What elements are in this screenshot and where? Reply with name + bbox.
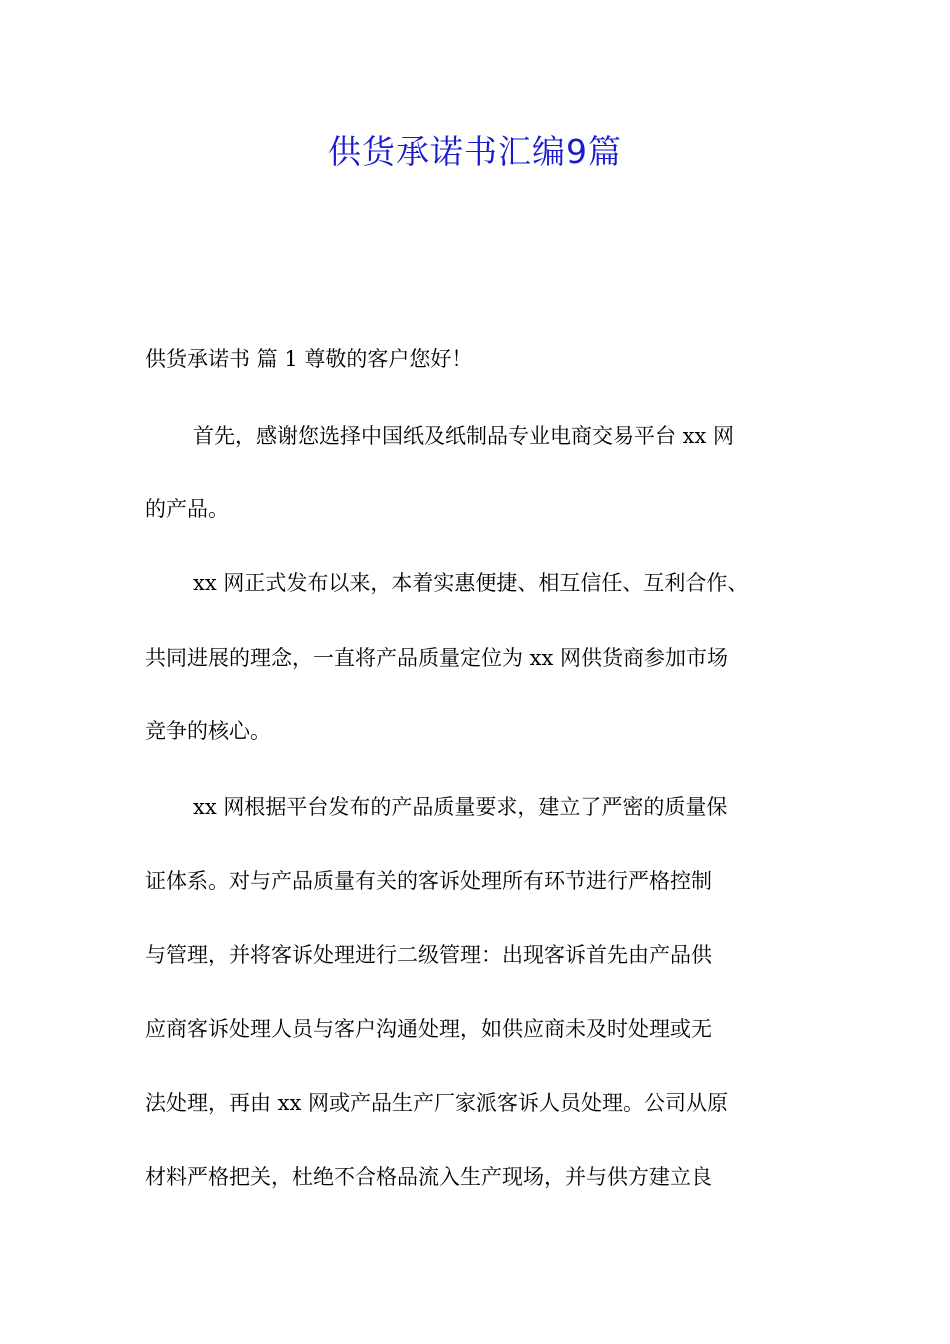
paragraph-line: 首先，感谢您选择中国纸及纸制品专业电商交易平台 xx 网: [193, 424, 735, 448]
document-title: 供货承诺书汇编9篇: [328, 132, 622, 171]
paragraph-line: 应商客诉处理人员与客户沟通处理，如供应商未及时处理或无: [145, 1017, 712, 1041]
paragraph-line: 法处理，再由 xx 网或产品生产厂家派客诉人员处理。公司从原: [145, 1091, 729, 1115]
paragraph-line: 共同进展的理念，一直将产品质量定位为 xx 网供货商参加市场: [145, 646, 729, 670]
paragraph-line: 的产品。: [145, 497, 229, 521]
paragraph-line: 材料严格把关，杜绝不合格品流入生产现场，并与供方建立良: [145, 1165, 712, 1189]
paragraph-line: 与管理，并将客诉处理进行二级管理：出现客诉首先由产品供: [145, 943, 712, 967]
paragraph-line-greeting: 供货承诺书 篇 1 尊敬的客户您好！: [145, 347, 473, 371]
paragraph-line: xx 网正式发布以来，本着实惠便捷、相互信任、互利合作、: [193, 571, 749, 595]
paragraph-line: xx 网根据平台发布的产品质量要求，建立了严密的质量保: [193, 795, 728, 819]
paragraph-line: 证体系。对与产品质量有关的客诉处理所有环节进行严格控制: [145, 869, 712, 893]
paragraph-line: 竞争的核心。: [145, 719, 271, 743]
